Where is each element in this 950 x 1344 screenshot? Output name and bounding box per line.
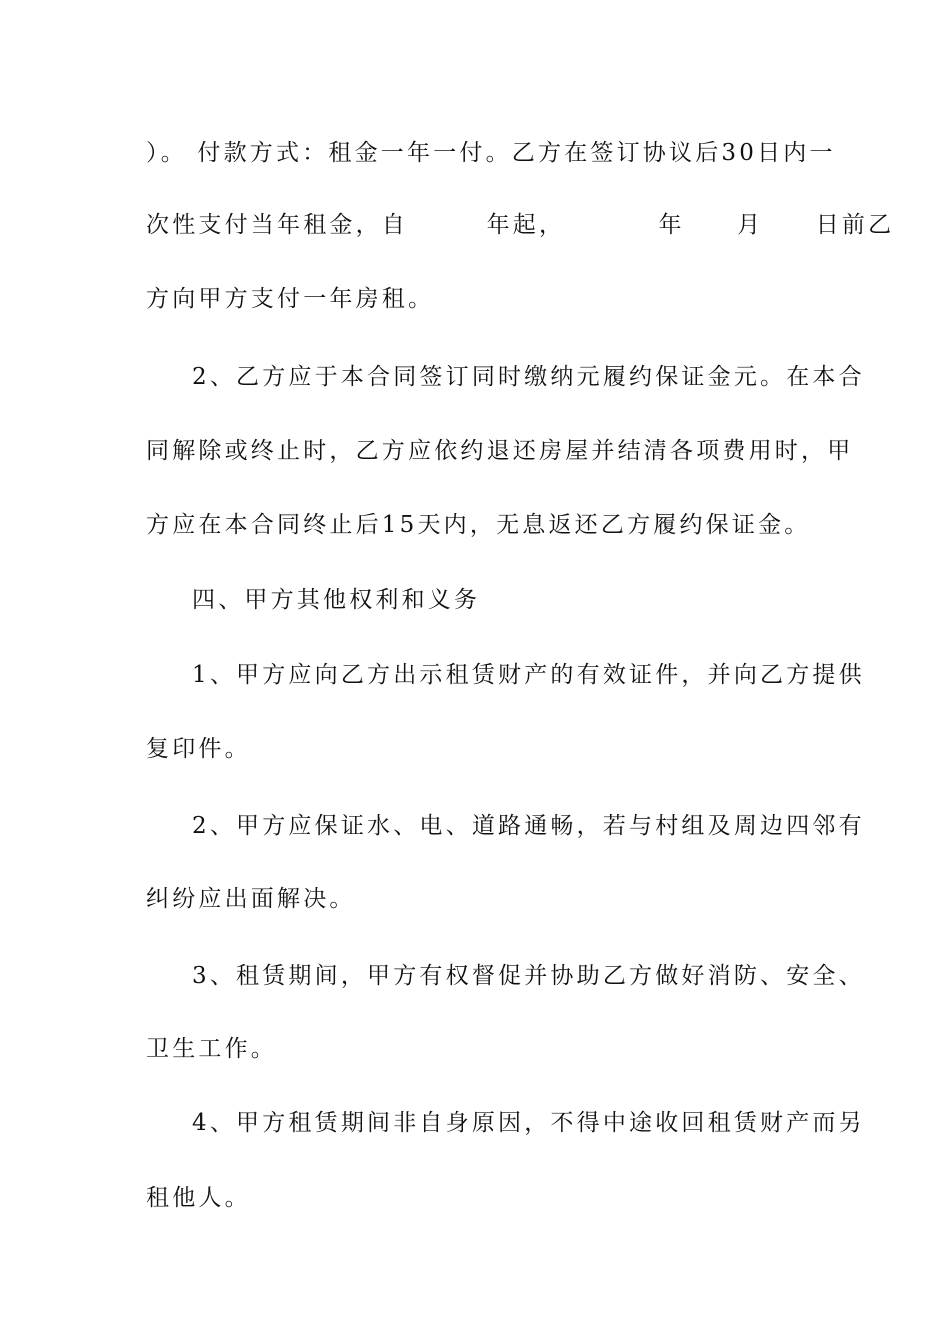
text-line: 纠纷应出面解决。	[146, 886, 356, 912]
text-line: 3、租赁期间，甲方有权督促并协助乙方做好消防、安全、	[192, 963, 865, 989]
text-line: 2、甲方应保证水、电、道路通畅，若与村组及周边四邻有	[192, 813, 865, 839]
text-line: 1、甲方应向乙方出示租赁财产的有效证件，并向乙方提供	[192, 662, 865, 688]
text-line: 方向甲方支付一年房租。	[146, 286, 435, 312]
text-line: 复印件。	[146, 736, 251, 762]
text-line: 租他人。	[146, 1185, 251, 1211]
text-line: 次性支付当年租金，自 年起， 年 月 日前乙	[146, 212, 895, 238]
text-line: 4、甲方租赁期间非自身原因，不得中途收回租赁财产而另	[192, 1110, 865, 1136]
text-line: 方应在本合同终止后15天内，无息返还乙方履约保证金。	[146, 512, 811, 538]
text-line: 卫生工作。	[146, 1036, 277, 1062]
section-heading: 四、甲方其他权利和义务	[192, 587, 481, 613]
text-line: 2、乙方应于本合同签订同时缴纳元履约保证金元。在本合	[192, 364, 865, 390]
text-line: ）。 付款方式：租金一年一付。乙方在签订协议后30日内一	[146, 140, 836, 166]
text-line: 同解除或终止时，乙方应依约退还房屋并结清各项费用时，甲	[146, 438, 854, 464]
